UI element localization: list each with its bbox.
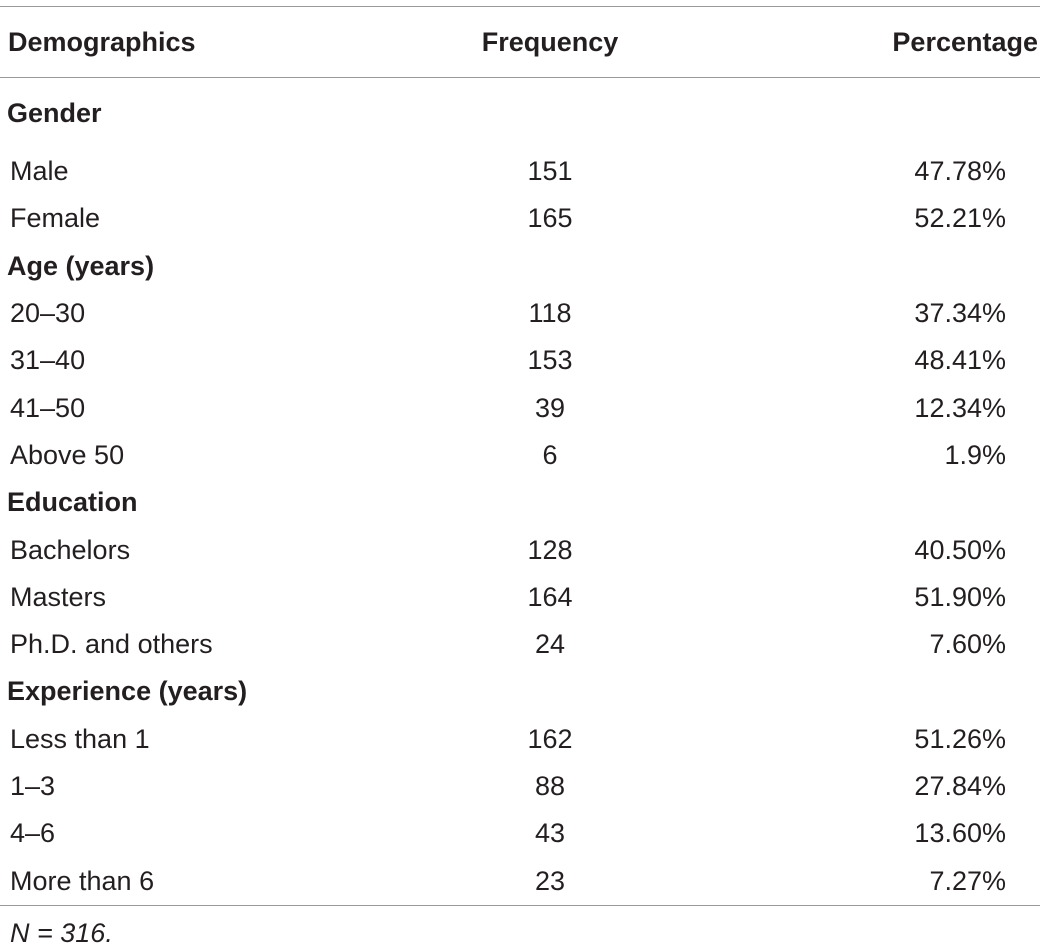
section-header-row bbox=[0, 78, 1040, 148]
table-body bbox=[0, 78, 1040, 905]
section-title: Gender bbox=[7, 97, 102, 128]
table-row bbox=[0, 857, 1040, 904]
row-label: 4–6 bbox=[10, 818, 56, 849]
row-frequency: 23 bbox=[534, 865, 566, 896]
row-label: Above 50 bbox=[10, 439, 125, 470]
row-frequency: 164 bbox=[527, 581, 573, 612]
table-note: N = 316. bbox=[10, 917, 113, 948]
row-percentage: 7.27% bbox=[929, 865, 1006, 896]
row-label: 20–30 bbox=[10, 298, 86, 329]
bottom-rule bbox=[0, 905, 1040, 906]
row-percentage: 40.50% bbox=[914, 534, 1006, 565]
table-row bbox=[0, 526, 1040, 573]
row-frequency: 88 bbox=[534, 771, 566, 801]
row-frequency: 118 bbox=[528, 298, 572, 329]
section-title: Age (years) bbox=[7, 250, 155, 281]
row-label: 1–3 bbox=[10, 771, 56, 801]
row-frequency: 128 bbox=[527, 534, 573, 565]
row-label: Masters bbox=[10, 581, 107, 612]
row-label: More than 6 bbox=[10, 865, 155, 896]
table-row bbox=[0, 574, 1040, 621]
row-frequency: 153 bbox=[527, 345, 573, 376]
table-row bbox=[0, 195, 1040, 242]
header-row bbox=[0, 7, 1040, 77]
row-percentage: 47.78% bbox=[914, 156, 1006, 187]
row-frequency: 151 bbox=[527, 156, 573, 187]
row-percentage: 12.34% bbox=[914, 392, 1006, 423]
row-percentage: 1.9% bbox=[944, 439, 1006, 470]
row-frequency: 24 bbox=[534, 629, 566, 660]
table-row bbox=[0, 337, 1040, 384]
table-row bbox=[0, 763, 1040, 810]
row-percentage: 51.90% bbox=[914, 581, 1006, 612]
table-row bbox=[0, 716, 1040, 763]
row-frequency: 162 bbox=[527, 723, 573, 754]
row-label: Male bbox=[10, 156, 69, 187]
section-header-row bbox=[0, 668, 1040, 715]
table-row bbox=[0, 384, 1040, 431]
header-frequency: Frequency bbox=[481, 26, 619, 57]
row-percentage: 52.21% bbox=[914, 203, 1006, 234]
row-frequency: 43 bbox=[534, 818, 566, 849]
row-label: 41–50 bbox=[10, 392, 86, 423]
row-label: Less than 1 bbox=[10, 723, 150, 754]
row-frequency: 6 bbox=[542, 439, 558, 470]
row-percentage: 13.60% bbox=[914, 818, 1006, 849]
row-percentage: 27.84% bbox=[914, 771, 1006, 801]
row-frequency: 39 bbox=[534, 392, 566, 423]
table-row bbox=[0, 810, 1040, 857]
row-label: 31–40 bbox=[10, 345, 86, 376]
section-header-row bbox=[0, 479, 1040, 526]
table-row bbox=[0, 290, 1040, 337]
section-title: Education bbox=[7, 487, 138, 518]
section-title: Experience (years) bbox=[7, 676, 248, 707]
header-percentage: Percentage bbox=[892, 26, 1038, 57]
row-label: Female bbox=[10, 203, 101, 234]
table-row bbox=[0, 432, 1040, 479]
row-percentage: 51.26% bbox=[914, 723, 1006, 754]
row-frequency: 165 bbox=[527, 203, 573, 234]
header-demographics: Demographics bbox=[8, 26, 196, 57]
row-label: Bachelors bbox=[10, 534, 131, 565]
section-header-row bbox=[0, 243, 1040, 290]
row-percentage: 7.60% bbox=[929, 629, 1006, 660]
row-percentage: 48.41% bbox=[914, 345, 1006, 376]
table-row bbox=[0, 148, 1040, 195]
row-percentage: 37.34% bbox=[914, 298, 1006, 329]
table-row bbox=[0, 621, 1040, 668]
row-label: Ph.D. and others bbox=[10, 629, 213, 660]
